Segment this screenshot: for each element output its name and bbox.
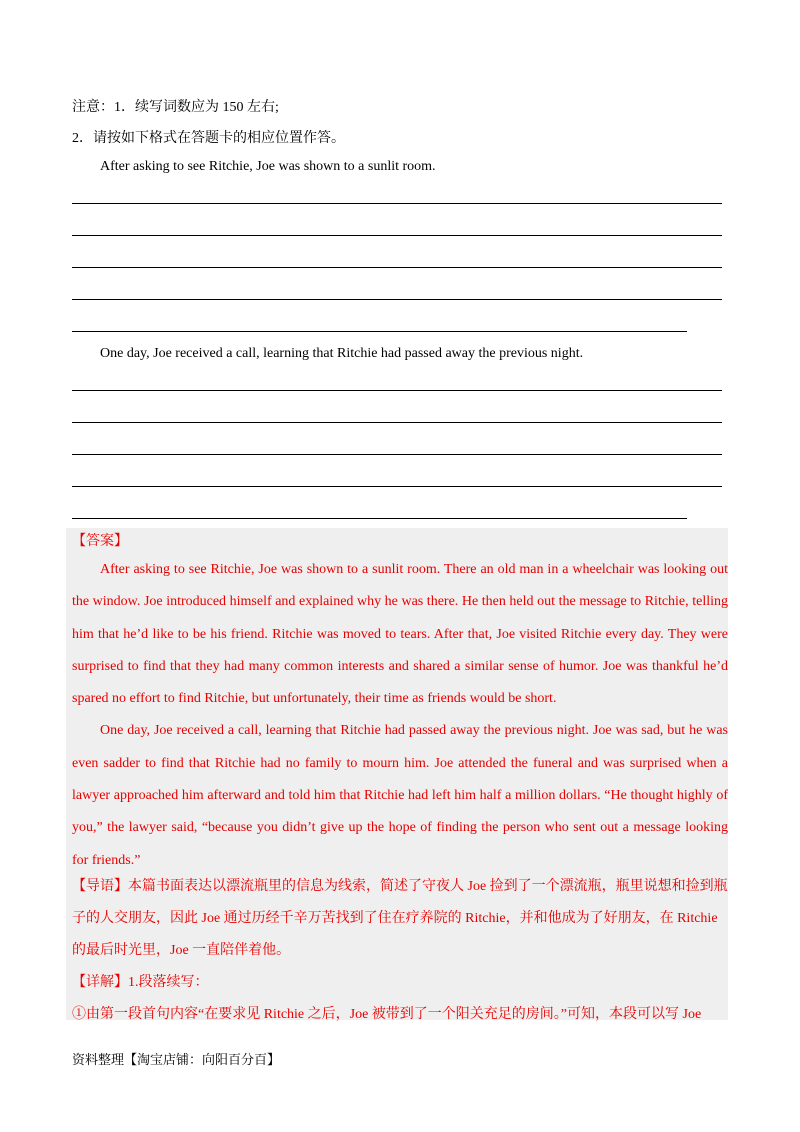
footer-text: 资料整理【淘宝店铺：向阳百分百】 (72, 1052, 281, 1067)
writing-line (72, 486, 722, 487)
writing-line (72, 422, 722, 423)
prompt-paragraph-2: One day, Joe received a call, learning that Ritchie had passed away the previous night. (100, 346, 584, 361)
note-line-1: 注意：1．续写词数应为 150 左右; (72, 100, 279, 115)
prompt-paragraph-1: After asking to see Ritchie, Joe was shown to a sunlit room. (100, 159, 436, 174)
writing-line (72, 454, 722, 455)
writing-line (72, 299, 722, 300)
writing-line (72, 390, 722, 391)
answer-paragraph-1: After asking to see Ritchie, Joe was shown to a sunlit room. There an old man in a wheelchair was looking out the window. Joe introduced himself and explained why he was there. He then held out the message to Ritchie, telling him that he’d like to be his friend. Ritchie was moved to tears. After that, Joe visited Ritchie every day. They were surprised to find that they had many common interests and shared a similar sense of humor. Joe was thankful he’d spared no effort to find Ritchie, but unfortunately, their time as friends would be short. (72, 562, 728, 707)
writing-line (72, 267, 722, 268)
writing-line (72, 331, 687, 332)
writing-line (72, 518, 687, 519)
answer-label: 【答案】 (72, 534, 128, 549)
detail-label: 【详解】1.段落续写： (72, 975, 209, 990)
guide-section (72, 871, 728, 1031)
answer-text (72, 554, 728, 877)
writing-line (72, 235, 722, 236)
guide-text: 【导语】本篇书面表达以漂流瓶里的信息为线索，简述了守夜人 Joe 捡到了一个漂流瓶，瓶里说想和捡到瓶子的人交朋友，因此 Joe 通过历经千辛万苦找到了住在疗养院的 Ritchie，并和他成为了好朋友，在 Ritchie 的最后时光里，Joe 一直陪伴着他。 (72, 879, 728, 958)
note-line-2: 2．请按如下格式在答题卡的相应位置作答。 (72, 131, 345, 146)
answer-paragraph-2: One day, Joe received a call, learning that Ritchie had passed away the previous night. Joe was sad, but he was even sadder to find that Ritchie had no family to mourn him. Joe attended the funeral and was surprised when a lawyer approached him afterward and told him that Ritchie had left him half a million dollars. “He thought highly of you,” the lawyer said, “because you didn’t give up the hope of finding the person who sent out a message looking for friends.” (72, 723, 728, 868)
writing-line (72, 203, 722, 204)
detail-item-1: ①由第一段首句内容“在要求见 Ritchie 之后，Joe 被带到了一个阳关充足的房间。”可知，本段可以写 Joe (72, 1007, 702, 1022)
